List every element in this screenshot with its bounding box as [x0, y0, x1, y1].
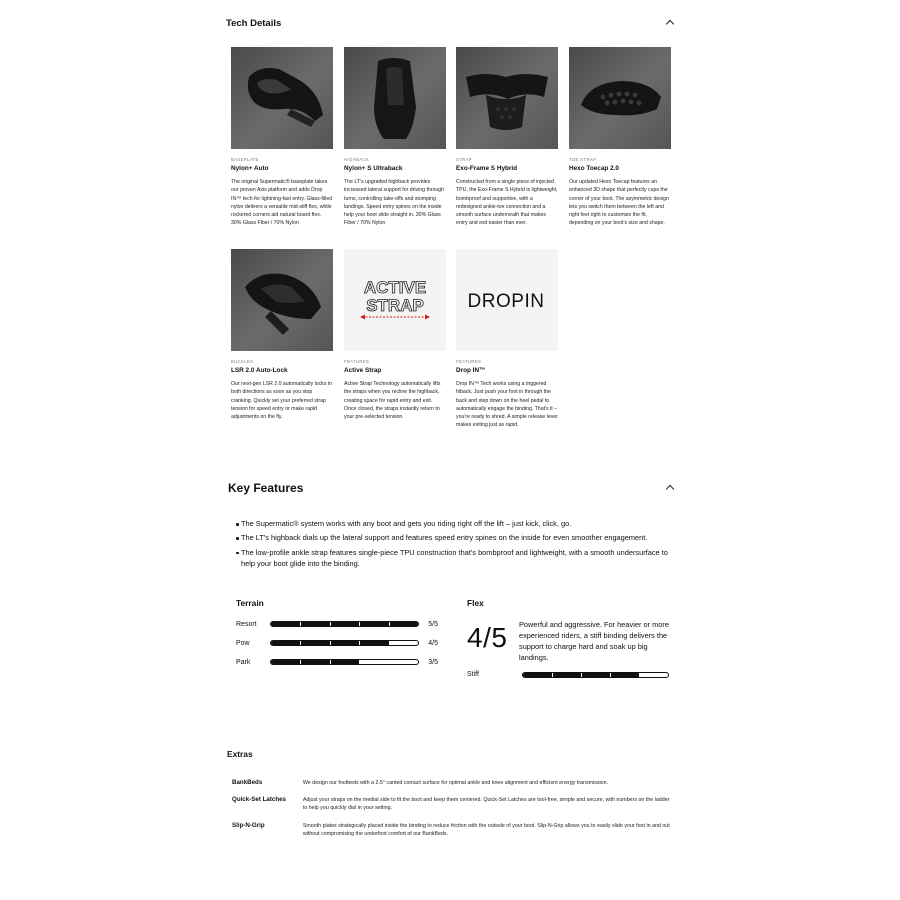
drop-in-logo [456, 249, 558, 351]
terrain-label: Resort [236, 620, 257, 628]
terrain-rating [236, 598, 441, 666]
bar-segment-divider [300, 641, 301, 645]
terrain-label: Park [236, 658, 251, 666]
card-category: FEATURES [344, 359, 370, 364]
terrain-row-pow [236, 638, 441, 648]
flex-scale-label: Stiff [467, 671, 479, 678]
extra-quick-set-latches [232, 796, 672, 813]
card-category: BUCKLES [231, 359, 254, 364]
chevron-up-icon[interactable] [664, 17, 676, 29]
card-name: Drop IN™ [456, 367, 486, 374]
key-features-header[interactable] [228, 480, 676, 496]
tech-details-header[interactable] [226, 16, 676, 30]
bar-segment-divider [389, 660, 390, 664]
chevron-up-icon[interactable] [664, 482, 676, 494]
flex-value: 4/5 [467, 622, 508, 653]
card-name: Active Strap [344, 367, 382, 374]
tech-card-toe-strap [569, 47, 671, 228]
bar-segment-divider [330, 641, 331, 645]
terrain-bar [270, 659, 419, 665]
terrain-bar [270, 621, 419, 627]
card-category: FEATURES [456, 359, 482, 364]
extra-name: BankBeds [232, 779, 263, 786]
terrain-value: 5/5 [428, 620, 438, 628]
extra-description: Smooth plates strategically placed inside the binding to reduce friction with the outsole of your boot. Slip-N-Grip allows you to easily slide your foot in and out without compromising the underfoot comfort of our BankBeds. [302, 823, 670, 838]
card-description: Our updated Hexo Toecap features an enhanced 3D shape that perfectly cups the corner of your boot. The asymmetric design lets you switch them between the left and right feet right to customize the fit, depending on your boot's size and shape. [569, 179, 669, 227]
card-name: Exo-Frame S Hybrid [456, 165, 518, 172]
extras-title: Extras [227, 749, 253, 759]
card-name: LSR 2.0 Auto-Lock [231, 367, 288, 374]
bar-segment-divider [330, 622, 331, 626]
card-description: Active Strap Technology automatically lifts the straps when you recline the highback, creating space for rapid entry and exit. Once closed, the straps instantly return to your pre-selected tension. [344, 381, 441, 421]
terrain-row-resort [236, 619, 441, 629]
card-name: Hexo Toecap 2.0 [569, 165, 619, 172]
extra-bankbeds [232, 779, 672, 787]
logo-line-2: STRAP [366, 296, 424, 315]
extra-description: We design our footbeds with a 2.5° canted contact surface for optimal ankle and knee alignment and efficient energy transmission. [302, 780, 609, 786]
list-item: The LT's highback dials up the lateral support and features speed entry spines on the inside for even smoother engagement. [241, 533, 676, 544]
tech-card-active-strap [344, 249, 446, 421]
tech-card-highback [344, 47, 446, 228]
tech-card-strap [456, 47, 558, 228]
bar-segment-divider [610, 673, 611, 677]
bar-segment-divider [330, 660, 331, 664]
card-description: The original Supermatic® baseplate takes our proven Axis platform and adds Drop IN™ tech for lightning-fast entry. Glass-filled nylon delivers a versatile mid-stiff flex, while rockered corners aid natural board flex. 30% Glass Fiber / 70% Nylon [231, 179, 333, 227]
buckles-image [231, 249, 333, 351]
bar-segment-divider [300, 622, 301, 626]
tech-card-baseplate [231, 47, 333, 228]
extra-name: Slip-N-Grip [232, 822, 265, 829]
bar-segment-divider [389, 641, 390, 645]
tech-card-buckles [231, 249, 333, 421]
extra-slip-n-grip [232, 822, 672, 839]
bar-segment-divider [581, 673, 582, 677]
bar-segment-divider [359, 660, 360, 664]
card-description: Constructed from a single piece of injected TPU, the Exo-Frame S Hybrid is lightweight, bombproof and supportive, with a redesigned ankle-toe connection and a smooth surface underneath that makes entry and exit easier than ever. [456, 179, 558, 227]
terrain-value: 4/5 [428, 639, 438, 647]
bar-segment-divider [389, 622, 390, 626]
card-name: Nylon+ S Ultraback [344, 165, 403, 172]
card-category: TOE STRAP [569, 157, 597, 162]
extra-name: Quick-Set Latches [232, 796, 286, 803]
terrain-value: 3/5 [428, 658, 438, 666]
terrain-row-park [236, 657, 441, 667]
card-category: BASEPLATE [231, 157, 259, 162]
strap-image [456, 47, 558, 149]
card-name: Nylon+ Auto [231, 165, 269, 172]
key-features-list [241, 519, 676, 573]
card-category: STRAP [456, 157, 472, 162]
extra-description: Adjust your straps on the medial side to fit the boot and keep them centered. Quick-Set Latches are tool-free, simple and secure, with numbers on the ladder to help you quickly dial in your setting. [302, 797, 670, 812]
bar-segment-divider [639, 673, 640, 677]
flex-bar [522, 672, 669, 678]
terrain-title: Terrain [236, 598, 264, 608]
baseplate-image [231, 47, 333, 149]
key-features-title: Key Features [228, 481, 304, 495]
card-description: Drop IN™ Tech works using a triggered hiback. Just push your foot in through the back and step down on the heel pedal to automatically engage the binding. That's it – you're ready to shred. A simple release lever makes exiting just as rapid. [456, 381, 558, 429]
flex-rating [467, 598, 672, 678]
bar-segment-divider [359, 641, 360, 645]
flex-description: Powerful and aggressive. For heavier or more experienced riders, a stiff binding delivers the support to charge hard and soak up big landings. [519, 620, 669, 662]
tech-details-title: Tech Details [226, 17, 282, 29]
flex-title: Flex [467, 598, 484, 608]
card-description: The LT's upgraded highback provides increased lateral support for driving through turns, controlling take-offs and stomping landings. Speed entry spines on the inside help your boot slide straight in. 30% Glass Fiber / 70% Nylon [344, 179, 445, 227]
highback-image [344, 47, 446, 149]
toe-strap-image [569, 47, 671, 149]
bar-segment-divider [300, 660, 301, 664]
logo-text: DROPIN [467, 291, 545, 312]
terrain-label: Pow [236, 639, 250, 647]
bar-segment-divider [552, 673, 553, 677]
list-item: The Supermatic® system works with any boot and gets you riding right off the lift – just kick, click, go. [241, 519, 676, 530]
card-category: HIGHBACK [344, 157, 370, 162]
card-description: Our next-gen LSR 2.0 automatically locks in both directions as soon as you stop cranking. Quickly set your preferred strap tension for speed entry or make rapid adjustments on the fly. [231, 381, 332, 421]
bar-segment-divider [359, 622, 360, 626]
list-item: The low-profile ankle strap features single-piece TPU construction that's bombproof and lightweight, with a smooth undersurface to help your boot glide into the binding. [241, 548, 676, 570]
terrain-bar [270, 640, 419, 646]
active-strap-logo [344, 249, 446, 351]
logo-line-1: ACTIVE [363, 278, 427, 297]
tech-card-drop-in [456, 249, 558, 430]
